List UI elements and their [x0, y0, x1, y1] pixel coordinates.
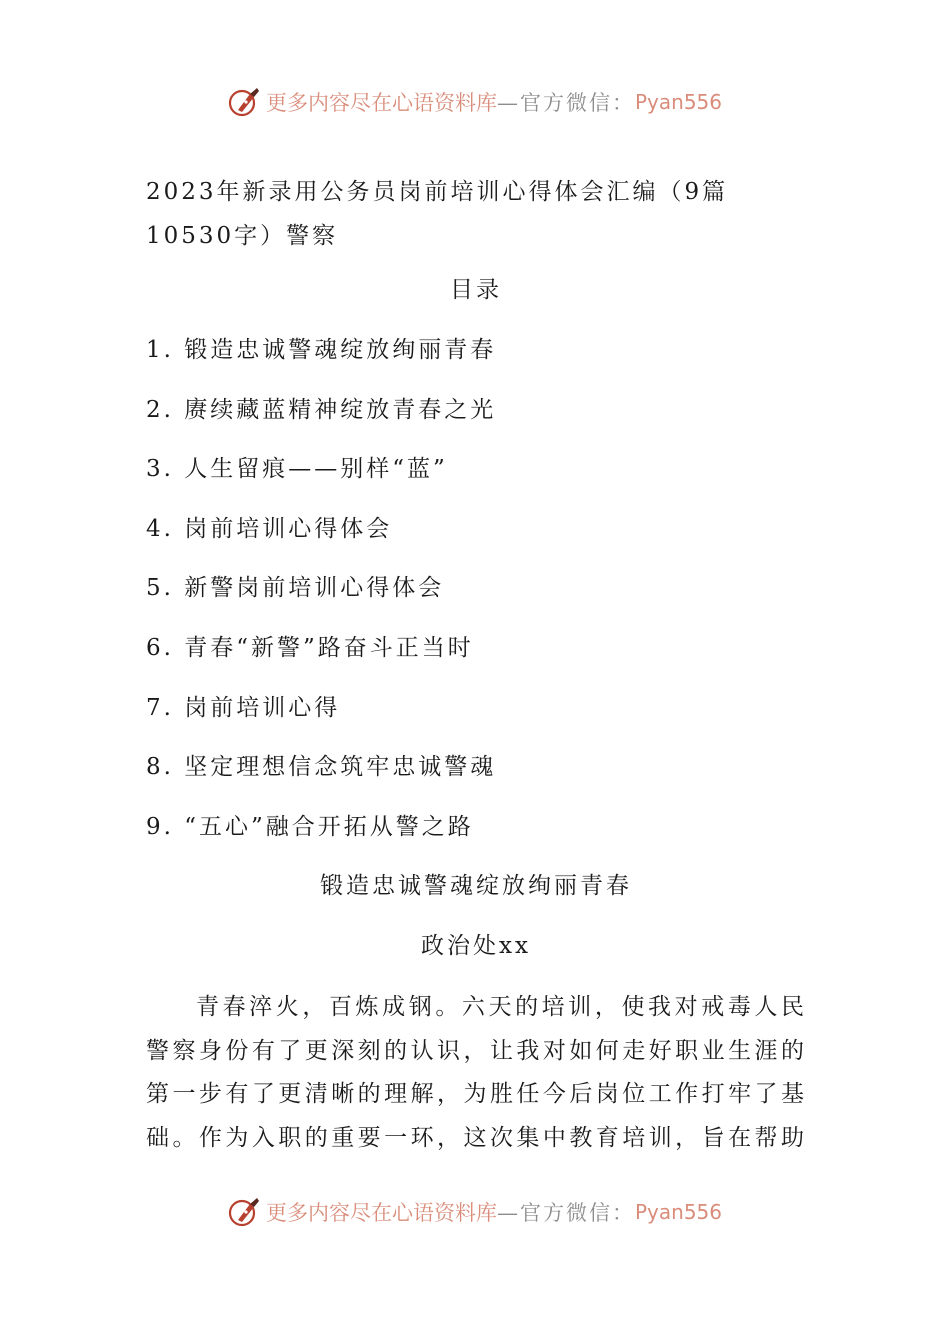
watermark-text-wechat: Pyan556	[635, 90, 723, 114]
watermark-text-site: 更多内容尽在心语资料库	[266, 1201, 497, 1225]
toc-item-4: 4. 岗前培训心得体会	[146, 516, 393, 542]
pen-nib-logo-icon	[226, 1194, 262, 1230]
article-author: 政治处xx	[421, 933, 531, 959]
watermark-text-label: —官方微信：	[497, 91, 635, 115]
pen-nib-logo-icon	[226, 84, 262, 120]
paragraph-line-2: 警察身份有了更深刻的认识，让我对如何走好职业生涯的	[146, 1037, 806, 1064]
paragraph-line-4: 础。作为入职的重要一环，这次集中教育培训，旨在帮助	[146, 1124, 806, 1151]
toc-item-2: 2. 赓续藏蓝精神绽放青春之光	[146, 397, 497, 423]
toc-item-9: 9. “五心”融合开拓从警之路	[146, 814, 474, 840]
document-title: 2023年新录用公务员岗前培训心得体会汇编（9篇10530字）警察	[146, 179, 729, 249]
paragraph-line-3: 第一步有了更清晰的理解，为胜任今后岗位工作打牢了基	[146, 1081, 806, 1107]
article-heading: 锻造忠诚警魂绽放绚丽青春	[320, 873, 632, 899]
watermark-text-label: —官方微信：	[497, 1201, 635, 1225]
article-paragraph	[146, 986, 806, 1160]
toc-item-1: 1. 锻造忠诚警魂绽放绚丽青春	[146, 337, 497, 363]
toc-item-6: 6. 青春“新警”路奋斗正当时	[146, 635, 474, 661]
toc-item-8: 8. 坚定理想信念筑牢忠诚警魂	[146, 754, 497, 780]
toc-item-3: 3. 人生留痕——别样“蓝”	[146, 456, 448, 482]
toc-item-5: 5. 新警岗前培训心得体会	[146, 575, 445, 601]
paragraph-line-1: 青春淬火，百炼成钢。六天的培训，使我对戒毒人民	[196, 994, 806, 1020]
watermark-footer	[226, 1192, 726, 1232]
watermark-header	[226, 82, 726, 122]
toc-item-7: 7. 岗前培训心得	[146, 695, 341, 721]
toc-heading: 目录	[450, 277, 502, 303]
watermark-text-site: 更多内容尽在心语资料库	[266, 91, 497, 115]
watermark-text-wechat: Pyan556	[635, 1200, 723, 1224]
